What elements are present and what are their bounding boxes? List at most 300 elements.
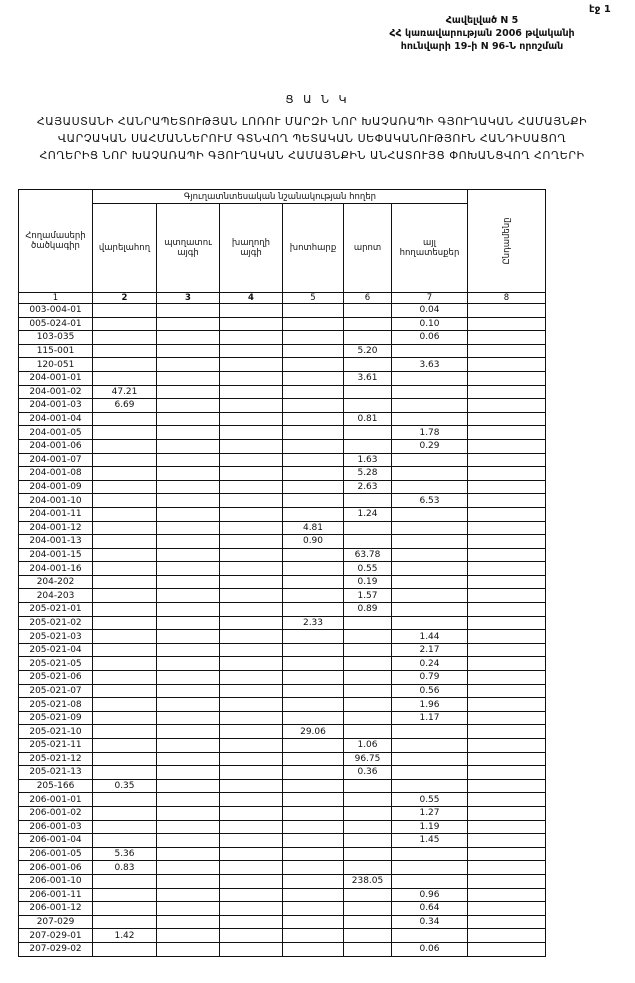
table-row — [19, 630, 546, 644]
cell-orchard — [157, 888, 220, 902]
table-row — [19, 684, 546, 698]
cell-arable — [93, 575, 157, 589]
cell-arable — [93, 317, 157, 331]
cell-pasture: 63.78 — [344, 548, 392, 562]
cell-orchard — [157, 412, 220, 426]
cell-total — [468, 671, 546, 685]
cell-arable — [93, 698, 157, 712]
cell-code: 204-001-05 — [19, 426, 93, 440]
cell-code: 115-001 — [19, 344, 93, 358]
table-row — [19, 766, 546, 780]
cell-pasture — [344, 684, 392, 698]
cell-code: 205-021-10 — [19, 725, 93, 739]
cell-orchard — [157, 426, 220, 440]
cell-hayfield — [283, 344, 344, 358]
table-row — [19, 480, 546, 494]
cell-arable — [93, 915, 157, 929]
cell-pasture — [344, 616, 392, 630]
cell-pasture — [344, 358, 392, 372]
cell-arable — [93, 888, 157, 902]
cell-orchard — [157, 671, 220, 685]
cell-code: 204-001-09 — [19, 480, 93, 494]
cell-total — [468, 317, 546, 331]
cell-pasture — [344, 399, 392, 413]
cell-code: 120-051 — [19, 358, 93, 372]
document-title: Ց Ա Ն Կ — [285, 93, 350, 106]
cell-total — [468, 439, 546, 453]
cell-orchard — [157, 331, 220, 345]
cell-total — [468, 426, 546, 440]
cell-hayfield — [283, 711, 344, 725]
cell-other: 0.04 — [392, 304, 468, 318]
cell-orchard — [157, 616, 220, 630]
cell-hayfield — [283, 766, 344, 780]
cell-pasture — [344, 779, 392, 793]
cell-arable: 6.69 — [93, 399, 157, 413]
cell-code: 205-021-13 — [19, 766, 93, 780]
cell-arable — [93, 874, 157, 888]
cell-other: 0.96 — [392, 888, 468, 902]
cell-total — [468, 412, 546, 426]
cell-orchard — [157, 385, 220, 399]
cell-orchard — [157, 304, 220, 318]
cell-hayfield: 0.90 — [283, 535, 344, 549]
cell-code: 204-001-12 — [19, 521, 93, 535]
cell-total — [468, 942, 546, 956]
cell-arable: 0.83 — [93, 861, 157, 875]
cell-hayfield — [283, 847, 344, 861]
cell-hayfield — [283, 942, 344, 956]
cell-total — [468, 779, 546, 793]
header-total-label: Ընդամենը — [501, 217, 512, 265]
cell-hayfield — [283, 507, 344, 521]
cell-hayfield — [283, 643, 344, 657]
cell-vineyard — [220, 358, 283, 372]
table-row — [19, 739, 546, 753]
cell-arable — [93, 371, 157, 385]
col-number-8: 8 — [468, 293, 546, 304]
col-number-4: 4 — [220, 293, 283, 304]
cell-vineyard — [220, 575, 283, 589]
cell-hayfield — [283, 358, 344, 372]
cell-arable — [93, 739, 157, 753]
cell-code: 204-001-13 — [19, 535, 93, 549]
cell-pasture: 2.63 — [344, 480, 392, 494]
cell-orchard — [157, 739, 220, 753]
cell-orchard — [157, 847, 220, 861]
table-row — [19, 521, 546, 535]
cell-hayfield — [283, 874, 344, 888]
cell-total — [468, 494, 546, 508]
cell-hayfield — [283, 412, 344, 426]
cell-pasture — [344, 494, 392, 508]
subtitle-line-2: ՎԱՐՉԱԿԱՆ ՍԱՀՄԱՆՆԵՐՈՒՄ ԳՏՆՎՈՂ ՊԵՏԱԿԱՆ ՍԵՓԱԿԱՆՈՒԹՅՈՒՆ ՀԱՆԴԻՍԱՑՈՂ — [57, 132, 567, 145]
cell-other: 0.79 — [392, 671, 468, 685]
cell-arable — [93, 630, 157, 644]
cell-orchard — [157, 317, 220, 331]
cell-pasture — [344, 929, 392, 943]
cell-pasture: 0.36 — [344, 766, 392, 780]
cell-orchard — [157, 480, 220, 494]
cell-code: 205-021-06 — [19, 671, 93, 685]
cell-vineyard — [220, 834, 283, 848]
cell-total — [468, 630, 546, 644]
cell-pasture — [344, 806, 392, 820]
cell-hayfield — [283, 915, 344, 929]
cell-other: 1.19 — [392, 820, 468, 834]
cell-pasture — [344, 888, 392, 902]
cell-orchard — [157, 494, 220, 508]
table-row — [19, 562, 546, 576]
cell-total — [468, 684, 546, 698]
cell-hayfield — [283, 385, 344, 399]
cell-pasture — [344, 331, 392, 345]
cell-vineyard — [220, 643, 283, 657]
cell-arable — [93, 725, 157, 739]
table-row — [19, 698, 546, 712]
cell-other — [392, 535, 468, 549]
cell-arable — [93, 467, 157, 481]
cell-pasture — [344, 643, 392, 657]
cell-total — [468, 793, 546, 807]
cell-hayfield — [283, 426, 344, 440]
header-pasture: արոտ — [344, 204, 392, 293]
cell-total — [468, 806, 546, 820]
cell-pasture — [344, 698, 392, 712]
cell-total — [468, 847, 546, 861]
cell-code: 205-021-11 — [19, 739, 93, 753]
header-orchard: պտղատու այգի — [157, 204, 220, 293]
cell-hayfield — [283, 399, 344, 413]
cell-arable — [93, 358, 157, 372]
cell-hayfield — [283, 684, 344, 698]
cell-code: 205-021-01 — [19, 603, 93, 617]
cell-total — [468, 739, 546, 753]
cell-hayfield — [283, 480, 344, 494]
cell-other: 0.34 — [392, 915, 468, 929]
cell-orchard — [157, 399, 220, 413]
table-row — [19, 344, 546, 358]
cell-other: 1.17 — [392, 711, 468, 725]
cell-orchard — [157, 684, 220, 698]
cell-orchard — [157, 915, 220, 929]
cell-other: 1.45 — [392, 834, 468, 848]
cell-vineyard — [220, 929, 283, 943]
cell-code: 204-001-15 — [19, 548, 93, 562]
table-row — [19, 426, 546, 440]
table-row — [19, 942, 546, 956]
cell-pasture — [344, 304, 392, 318]
cell-other: 0.55 — [392, 793, 468, 807]
cell-code: 205-021-12 — [19, 752, 93, 766]
cell-other: 0.29 — [392, 439, 468, 453]
cell-vineyard — [220, 304, 283, 318]
cell-hayfield — [283, 575, 344, 589]
cell-pasture — [344, 535, 392, 549]
cell-orchard — [157, 548, 220, 562]
cell-code: 204-001-04 — [19, 412, 93, 426]
cell-arable — [93, 344, 157, 358]
cell-other — [392, 874, 468, 888]
cell-hayfield — [283, 657, 344, 671]
cell-arable: 1.42 — [93, 929, 157, 943]
cell-total — [468, 616, 546, 630]
cell-pasture: 3.61 — [344, 371, 392, 385]
cell-total — [468, 766, 546, 780]
cell-code: 204-202 — [19, 575, 93, 589]
table-row — [19, 616, 546, 630]
cell-other — [392, 507, 468, 521]
cell-hayfield: 2.33 — [283, 616, 344, 630]
cell-hayfield — [283, 630, 344, 644]
cell-arable — [93, 616, 157, 630]
cell-orchard — [157, 942, 220, 956]
cell-vineyard — [220, 630, 283, 644]
cell-hayfield — [283, 331, 344, 345]
cell-total — [468, 603, 546, 617]
cell-other: 0.56 — [392, 684, 468, 698]
cell-total — [468, 507, 546, 521]
table-row — [19, 847, 546, 861]
cell-arable — [93, 507, 157, 521]
cell-vineyard — [220, 548, 283, 562]
cell-vineyard — [220, 766, 283, 780]
cell-code: 206-001-01 — [19, 793, 93, 807]
col-number-3: 3 — [157, 293, 220, 304]
cell-total — [468, 698, 546, 712]
table-row — [19, 304, 546, 318]
cell-pasture — [344, 521, 392, 535]
cell-vineyard — [220, 331, 283, 345]
cell-orchard — [157, 929, 220, 943]
cell-code: 005-024-01 — [19, 317, 93, 331]
cell-arable — [93, 820, 157, 834]
cell-total — [468, 453, 546, 467]
cell-hayfield — [283, 929, 344, 943]
cell-code: 103-035 — [19, 331, 93, 345]
cell-code: 204-001-01 — [19, 371, 93, 385]
cell-other: 2.17 — [392, 643, 468, 657]
cell-vineyard — [220, 317, 283, 331]
cell-other: 6.53 — [392, 494, 468, 508]
cell-vineyard — [220, 671, 283, 685]
cell-other — [392, 562, 468, 576]
cell-vineyard — [220, 806, 283, 820]
cell-pasture — [344, 317, 392, 331]
cell-pasture: 1.06 — [344, 739, 392, 753]
cell-vineyard — [220, 711, 283, 725]
col-number-7: 7 — [392, 293, 468, 304]
cell-arable — [93, 535, 157, 549]
cell-other — [392, 344, 468, 358]
cell-code: 206-001-03 — [19, 820, 93, 834]
cell-orchard — [157, 779, 220, 793]
cell-vineyard — [220, 399, 283, 413]
table-row — [19, 671, 546, 685]
cell-hayfield — [283, 752, 344, 766]
cell-total — [468, 643, 546, 657]
cell-other — [392, 399, 468, 413]
cell-total — [468, 752, 546, 766]
cell-arable — [93, 942, 157, 956]
cell-orchard — [157, 806, 220, 820]
cell-code: 205-021-07 — [19, 684, 93, 698]
cell-arable — [93, 453, 157, 467]
cell-code: 205-021-03 — [19, 630, 93, 644]
cell-orchard — [157, 643, 220, 657]
cell-hayfield — [283, 439, 344, 453]
annex-line-3: հունվարի 19-ի N 96-Ն որոշման — [400, 41, 564, 52]
cell-vineyard — [220, 779, 283, 793]
cell-other — [392, 575, 468, 589]
col-number-1: 1 — [19, 293, 93, 304]
cell-code: 204-001-08 — [19, 467, 93, 481]
table-row — [19, 752, 546, 766]
cell-hayfield — [283, 861, 344, 875]
table-row — [19, 467, 546, 481]
cell-arable — [93, 521, 157, 535]
cell-total — [468, 535, 546, 549]
cell-hayfield — [283, 902, 344, 916]
cell-hayfield — [283, 453, 344, 467]
cell-other — [392, 603, 468, 617]
table-row — [19, 589, 546, 603]
cell-pasture: 238.05 — [344, 874, 392, 888]
table-row — [19, 603, 546, 617]
cell-code: 204-001-16 — [19, 562, 93, 576]
cell-other — [392, 521, 468, 535]
cell-orchard — [157, 902, 220, 916]
table-row — [19, 793, 546, 807]
cell-hayfield — [283, 888, 344, 902]
cell-pasture: 1.63 — [344, 453, 392, 467]
cell-other — [392, 453, 468, 467]
cell-arable — [93, 589, 157, 603]
table-row — [19, 439, 546, 453]
cell-hayfield — [283, 548, 344, 562]
header-code: Հողամասերի ծածկագիր — [19, 190, 93, 293]
cell-arable — [93, 684, 157, 698]
cell-vineyard — [220, 507, 283, 521]
cell-vineyard — [220, 439, 283, 453]
cell-vineyard — [220, 385, 283, 399]
cell-total — [468, 711, 546, 725]
cell-code: 207-029-02 — [19, 942, 93, 956]
cell-other — [392, 766, 468, 780]
header-hayfield: խոտհարք — [283, 204, 344, 293]
cell-vineyard — [220, 535, 283, 549]
cell-pasture — [344, 861, 392, 875]
cell-code: 207-029 — [19, 915, 93, 929]
cell-arable — [93, 562, 157, 576]
cell-code: 204-001-07 — [19, 453, 93, 467]
cell-vineyard — [220, 942, 283, 956]
cell-total — [468, 874, 546, 888]
cell-vineyard — [220, 521, 283, 535]
cell-pasture — [344, 711, 392, 725]
cell-other — [392, 480, 468, 494]
table-row — [19, 643, 546, 657]
cell-other: 1.96 — [392, 698, 468, 712]
cell-total — [468, 467, 546, 481]
cell-total — [468, 834, 546, 848]
cell-other — [392, 739, 468, 753]
cell-vineyard — [220, 480, 283, 494]
cell-pasture: 5.28 — [344, 467, 392, 481]
cell-total — [468, 521, 546, 535]
cell-arable — [93, 671, 157, 685]
cell-orchard — [157, 861, 220, 875]
document-subtitle — [12, 113, 612, 164]
cell-other: 1.78 — [392, 426, 468, 440]
cell-vineyard — [220, 820, 283, 834]
cell-vineyard — [220, 739, 283, 753]
cell-other — [392, 589, 468, 603]
cell-orchard — [157, 344, 220, 358]
cell-vineyard — [220, 902, 283, 916]
cell-vineyard — [220, 589, 283, 603]
cell-pasture — [344, 834, 392, 848]
cell-hayfield: 29.06 — [283, 725, 344, 739]
cell-pasture — [344, 847, 392, 861]
cell-arable — [93, 603, 157, 617]
cell-total — [468, 358, 546, 372]
cell-other — [392, 929, 468, 943]
cell-arable — [93, 548, 157, 562]
cell-pasture — [344, 657, 392, 671]
cell-orchard — [157, 589, 220, 603]
cell-other — [392, 847, 468, 861]
cell-other: 3.63 — [392, 358, 468, 372]
cell-code: 205-021-02 — [19, 616, 93, 630]
cell-code: 003-004-01 — [19, 304, 93, 318]
table-row — [19, 725, 546, 739]
cell-orchard — [157, 467, 220, 481]
cell-pasture — [344, 385, 392, 399]
cell-orchard — [157, 603, 220, 617]
cell-arable: 47.21 — [93, 385, 157, 399]
cell-vineyard — [220, 562, 283, 576]
cell-orchard — [157, 453, 220, 467]
cell-code: 206-001-12 — [19, 902, 93, 916]
cell-pasture — [344, 439, 392, 453]
cell-pasture: 0.89 — [344, 603, 392, 617]
table-row — [19, 575, 546, 589]
cell-orchard — [157, 507, 220, 521]
header-total — [468, 190, 546, 293]
cell-code: 204-001-06 — [19, 439, 93, 453]
cell-arable — [93, 793, 157, 807]
cell-hayfield — [283, 494, 344, 508]
cell-hayfield: 4.81 — [283, 521, 344, 535]
cell-total — [468, 575, 546, 589]
cell-orchard — [157, 630, 220, 644]
cell-hayfield — [283, 698, 344, 712]
cell-code: 205-021-04 — [19, 643, 93, 657]
cell-code: 204-001-10 — [19, 494, 93, 508]
cell-arable — [93, 480, 157, 494]
cell-hayfield — [283, 671, 344, 685]
cell-arable — [93, 711, 157, 725]
cell-other: 0.06 — [392, 331, 468, 345]
table-row — [19, 861, 546, 875]
cell-arable — [93, 806, 157, 820]
cell-orchard — [157, 698, 220, 712]
cell-total — [468, 548, 546, 562]
cell-orchard — [157, 371, 220, 385]
cell-other — [392, 548, 468, 562]
cell-total — [468, 344, 546, 358]
